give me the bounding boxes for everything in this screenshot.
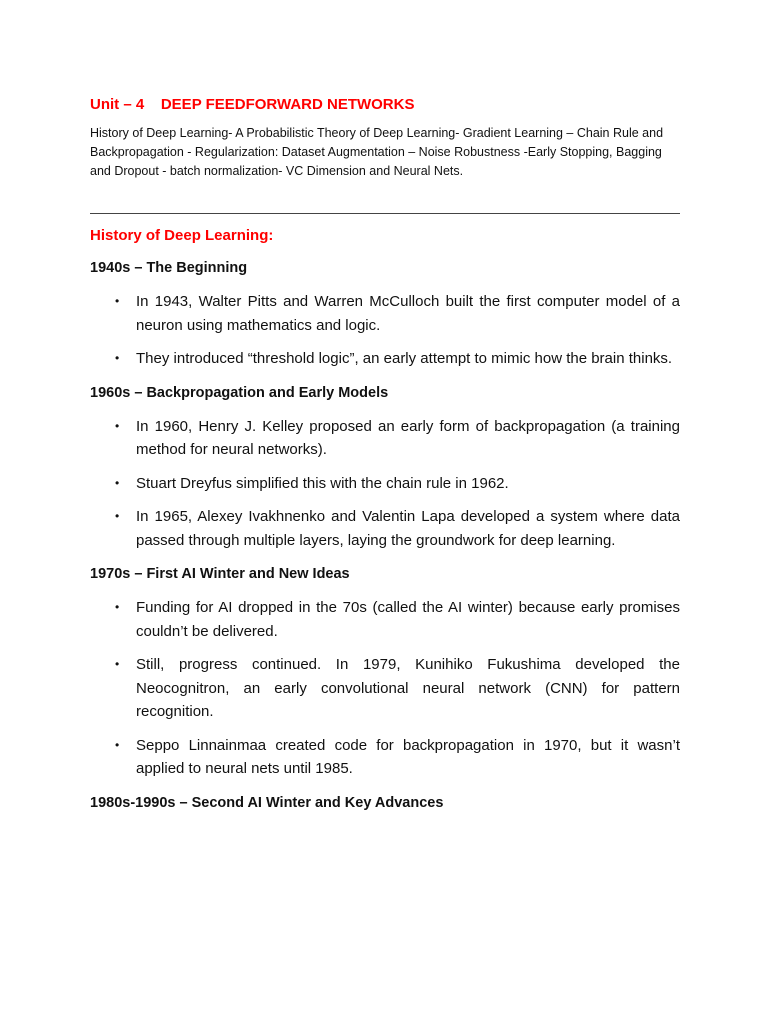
bullet-icon: • <box>115 294 120 308</box>
era-bullet-list-1960s <box>90 415 680 553</box>
era-bullet-list-1940s <box>90 290 680 371</box>
era-bullet-list-1970s <box>90 596 680 781</box>
list-item: • Stuart Dreyfus simplified this with the chain rule in 1962. <box>136 472 680 496</box>
bullet-icon: • <box>115 351 120 365</box>
list-item: • In 1960, Henry J. Kelley proposed an early form of backpropagation (a training method for neural networks). <box>136 415 680 462</box>
list-item: • Seppo Linnainmaa created code for backpropagation in 1970, but it wasn’t applied to neural nets until 1985. <box>136 734 680 781</box>
section-divider <box>90 213 680 214</box>
unit-title: Unit – 4 DEEP FEEDFORWARD NETWORKS <box>90 96 415 113</box>
era-heading-1940s: 1940s – The Beginning <box>90 260 248 276</box>
section-title: History of Deep Learning: <box>90 227 274 244</box>
era-heading-1970s: 1970s – First AI Winter and New Ideas <box>90 566 350 582</box>
bullet-icon: • <box>115 509 120 523</box>
unit-syllabus-summary: History of Deep Learning- A Probabilistic Theory of Deep Learning- Gradient Learning – Chain Rule and Backpropagation - Regularization: Dataset Augmentation – Noise Robustness -Early Stopping, Bagging and Dropout - batch normalization- VC Dimension and Neural Nets. <box>90 126 664 178</box>
list-item: • Still, progress continued. In 1979, Kunihiko Fukushima developed the Neocognitron, an early convolutional neural network (CNN) for pattern recognition. <box>136 653 680 724</box>
era-heading-1960s: 1960s – Backpropagation and Early Models <box>90 384 389 401</box>
list-item: • In 1965, Alexey Ivakhnenko and Valentin Lapa developed a system where data passed through multiple layers, laying the groundwork for deep learning. <box>136 505 680 552</box>
era-heading-1980s-1990s: 1980s-1990s – Second AI Winter and Key Advances <box>90 794 444 811</box>
bullet-icon: • <box>115 418 120 433</box>
list-item: • They introduced “threshold logic”, an early attempt to mimic how the brain thinks. <box>136 347 680 371</box>
list-item: • Funding for AI dropped in the 70s (called the AI winter) because early promises couldn’t be delivered. <box>136 596 680 643</box>
list-item: • In 1943, Walter Pitts and Warren McCulloch built the first computer model of a neuron using mathematics and logic. <box>136 290 680 337</box>
bullet-icon: • <box>115 737 120 752</box>
bullet-icon: • <box>115 657 120 671</box>
bullet-icon: • <box>115 475 120 490</box>
bullet-icon: • <box>115 600 120 614</box>
